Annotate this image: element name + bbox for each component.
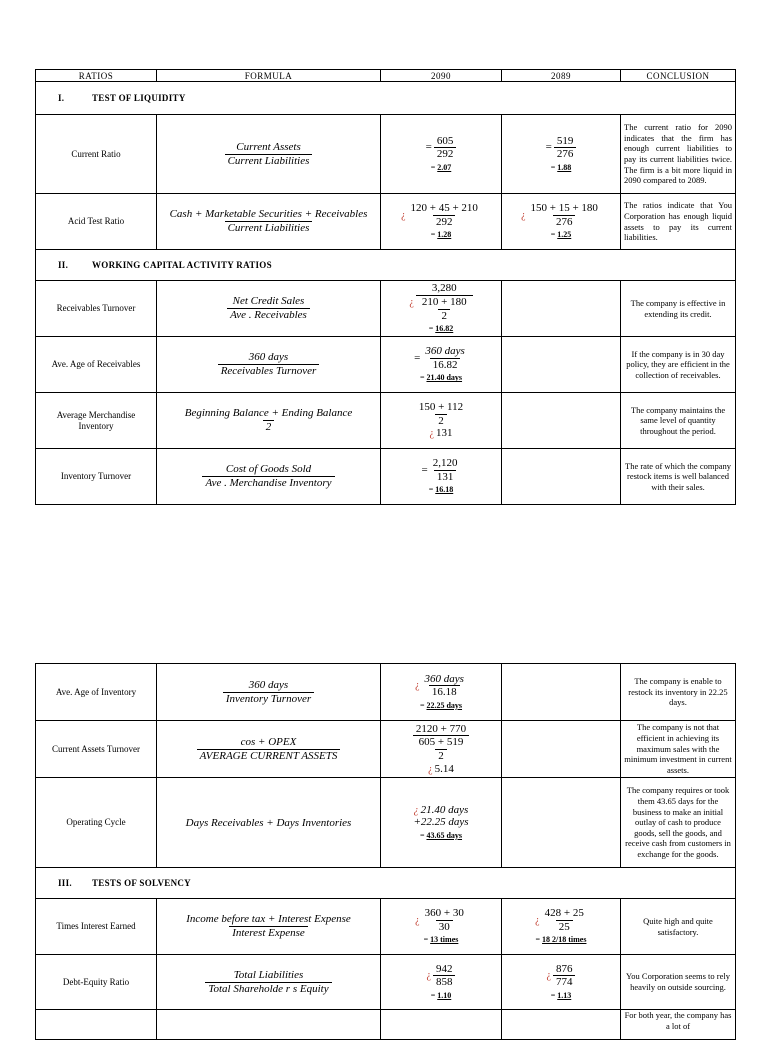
table-row bbox=[36, 664, 736, 721]
formula-denominator: Current Liabilities bbox=[225, 154, 313, 168]
table-row bbox=[36, 337, 736, 393]
ratio-name: Times Interest Earned bbox=[36, 899, 157, 955]
value-2090: ¿ $\frac{942}{858}$ = 1.10 bbox=[381, 955, 502, 1010]
conclusion-text: The current ratio for 2090 indicates that the firm has enough current liabilities to pay its current liabilities twice. The firm is a bit more liquid in 2090 compared to 2089. bbox=[621, 115, 736, 194]
conclusion-text: The rate of which the company restock items is well balanced with their sales. bbox=[621, 449, 736, 505]
formula-cell bbox=[157, 115, 381, 194]
value-2090: ¿ 21.40 days +22.25 days = 43.65 days bbox=[381, 778, 502, 868]
table-row-partial bbox=[36, 1010, 736, 1040]
conclusion-text: The company requires or took them 43.65 days for the business to make an initial outlay of cash to produce goods, sell the goods, and receive cash from customers in exchange for the goods. bbox=[621, 778, 736, 868]
ratio-name: Inventory Turnover bbox=[36, 449, 157, 505]
conclusion-text: If the company is in 30 day policy, they are efficient in the collection of receivables. bbox=[621, 337, 736, 393]
table-row bbox=[36, 281, 736, 337]
section-title: WORKING CAPITAL ACTIVITY RATIOS bbox=[92, 260, 272, 270]
ratios-table-bottom bbox=[35, 663, 736, 1040]
value-2089-empty bbox=[502, 778, 621, 868]
value-2090: $\frac{150 + 112}{2}$ ¿ 131 bbox=[381, 393, 502, 449]
formula-cell: $\frac{\text{360 days}}{\text{Inventory Turnover}}$ bbox=[157, 664, 381, 721]
col-header-formula: FORMULA bbox=[157, 70, 381, 82]
section-title: TESTS OF SOLVENCY bbox=[92, 878, 191, 888]
value-2090: ¿ $\frac{120 + 45 + 210}{292}$ = 1.28 bbox=[381, 194, 502, 250]
value-2089: ¿ $\frac{150 + 15 + 180}{276}$ = 1.25 bbox=[502, 194, 621, 250]
col-header-ratios: RATIOS bbox=[36, 70, 157, 82]
ratio-name: Current Assets Turnover bbox=[36, 721, 157, 778]
ratio-name: Debt-Equity Ratio bbox=[36, 955, 157, 1010]
ratio-name: Average Merchandise Inventory bbox=[36, 393, 157, 449]
value-2090: $\frac{2120 + 770}{\frac{605 + 519}{2}}$ ¿ 5.14 bbox=[381, 721, 502, 778]
formula-cell: $\frac{\text{Cost of Goods Sold}}{\text{Ave . Merchandise Inventory}}$ bbox=[157, 449, 381, 505]
table-row bbox=[36, 778, 736, 868]
formula-cell: $\frac{\text{Net Credit Sales}}{\text{Ave . Receivables}}$ bbox=[157, 281, 381, 337]
section-row-liquidity bbox=[36, 82, 736, 115]
section-row-solvency: III. TESTS OF SOLVENCY bbox=[36, 868, 736, 899]
formula-cell: $\frac{\text{Beginning Balance + Ending Balance}}{2}$ bbox=[157, 393, 381, 449]
ratio-name: Current Ratio bbox=[36, 115, 157, 194]
conclusion-text: You Corporation seems to rely heavily on outside sourcing. bbox=[621, 955, 736, 1010]
value-2089-empty bbox=[502, 337, 621, 393]
value-2089-empty bbox=[502, 281, 621, 337]
table-row bbox=[36, 115, 736, 194]
conclusion-text: Quite high and quite satisfactory. bbox=[621, 899, 736, 955]
col-header-2089: 2089 bbox=[502, 70, 621, 82]
conclusion-text: The company maintains the same level of quantity throughout the period. bbox=[621, 393, 736, 449]
result-value: 1.88 bbox=[557, 162, 572, 172]
formula-cell: Days Receivables + Days Inventories bbox=[157, 778, 381, 868]
conclusion-text: The company is effective in extending its credit. bbox=[621, 281, 736, 337]
table-row bbox=[36, 955, 736, 1010]
col-header-2090: 2090 bbox=[381, 70, 502, 82]
table-row bbox=[36, 393, 736, 449]
value-2090: = $\frac{605}{292}$ = 2.07 bbox=[381, 115, 502, 194]
conclusion-text: For both year, the company has a lot of bbox=[621, 1010, 736, 1040]
ratio-name: Ave. Age of Inventory bbox=[36, 664, 157, 721]
ratio-name: Ave. Age of Receivables bbox=[36, 337, 157, 393]
table-row bbox=[36, 721, 736, 778]
conclusion-text: The ratios indicate that You Corporation has enough liquid assets to pay its current liabilities. bbox=[621, 194, 736, 250]
formula-numerator: Current Assets bbox=[236, 140, 301, 153]
value-2089-empty bbox=[502, 449, 621, 505]
formula-cell: $\frac{\text{360 days}}{\text{Receivables Turnover}}$ bbox=[157, 337, 381, 393]
value-2089: ¿ $\frac{428 + 25}{25}$ = 18 2/18 times bbox=[502, 899, 621, 955]
value-2090: ¿ $\frac{3,280}{\frac{210 + 180}{2}}$ = 16.82 bbox=[381, 281, 502, 337]
ratios-table-top bbox=[35, 69, 736, 505]
result-value: 131 bbox=[435, 427, 453, 440]
value-2089: = $\frac{519}{276}$ = 1.88 bbox=[502, 115, 621, 194]
ratio-name: Receivables Turnover bbox=[36, 281, 157, 337]
formula-cell: $\frac{\text{Cash + Marketable Securities + Receivables}}{\text{Current Liabilities}}$ bbox=[157, 194, 381, 250]
ratio-name: Acid Test Ratio bbox=[36, 194, 157, 250]
result-value: 2.07 bbox=[437, 162, 452, 172]
col-header-conclusion: CONCLUSION bbox=[621, 70, 736, 82]
section-title: TEST OF LIQUIDITY bbox=[92, 93, 186, 103]
value-2089: ¿ $\frac{876}{774}$ = 1.13 bbox=[502, 955, 621, 1010]
value-2089-empty bbox=[502, 664, 621, 721]
value-2090: = $\frac{2,120}{131}$ = 16.18 bbox=[381, 449, 502, 505]
value-2090: ¿ $\frac{360 + 30}{30}$ = 13 times bbox=[381, 899, 502, 955]
result-value: 5.14 bbox=[434, 762, 454, 775]
formula-cell: $\frac{\text{cos + OPEX}}{\text{AVERAGE CURRENT ASSETS}}$ bbox=[157, 721, 381, 778]
table-row bbox=[36, 899, 736, 955]
table-row bbox=[36, 449, 736, 505]
table-header-row bbox=[36, 70, 736, 82]
formula-cell: $\frac{\text{Total Liabilities}}{\text{Total Shareholde r s Equity}}$ bbox=[157, 955, 381, 1010]
formula-cell: $\frac{\text{Income before tax + Interest Expense}}{\text{Interest Expense}}$ bbox=[157, 899, 381, 955]
table-row bbox=[36, 194, 736, 250]
value-2090: ¿ $\frac{\text{360 days}}{16.18}$ = 22.25 days bbox=[381, 664, 502, 721]
section-row-working-capital: II. WORKING CAPITAL ACTIVITY RATIOS bbox=[36, 250, 736, 281]
section-number: I. bbox=[58, 93, 65, 103]
value-2090: = $\frac{\text{360 days}}{16.82}$ = 21.40 days bbox=[381, 337, 502, 393]
value-2089-empty bbox=[502, 721, 621, 778]
conclusion-text: The company is not that efficient in achieving its maximum sales with the minimum investment in current assets. bbox=[621, 721, 736, 778]
ratio-name: Operating Cycle bbox=[36, 778, 157, 868]
value-2089-empty bbox=[502, 393, 621, 449]
conclusion-text: The company is enable to restock its inventory in 22.25 days. bbox=[621, 664, 736, 721]
